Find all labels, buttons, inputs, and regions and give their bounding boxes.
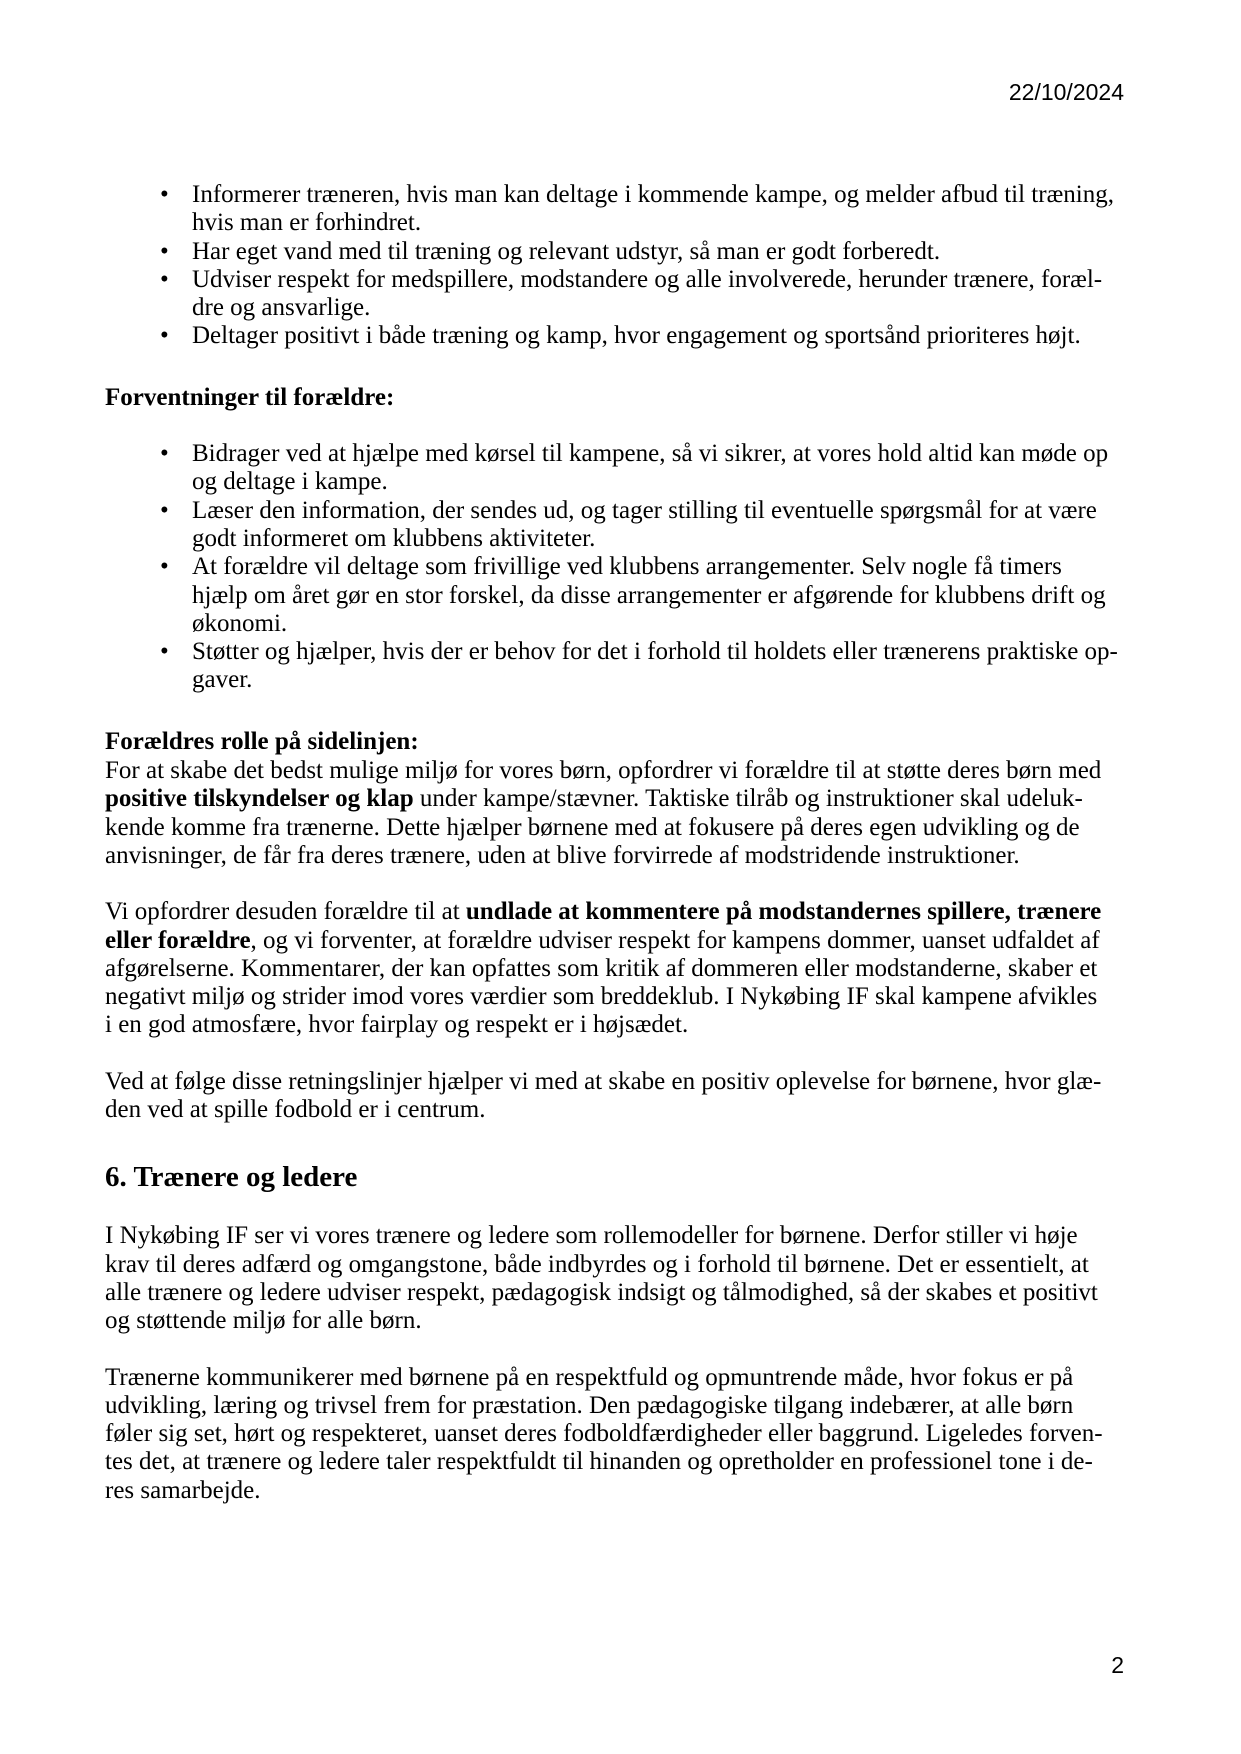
text-line: gaver. <box>192 666 253 694</box>
text-line: Støtter og hjælper, hvis der er behov for det i forhold til holdets eller trænerens praktiske op- <box>192 638 1118 666</box>
text-line: Deltager positivt i både træning og kamp, hvor engagement og sportsånd prioriteres højt. <box>192 322 1081 350</box>
bullet-icon: • <box>160 181 169 208</box>
list-item <box>105 638 1136 695</box>
text-line: krav til deres adfærd og omgangstone, både indbyrdes og i forhold til børnene. Det er essentielt, at <box>105 1250 1089 1278</box>
section-heading: 6. Trænere og ledere <box>105 1161 358 1194</box>
bullet-icon: • <box>160 638 169 666</box>
text-line: For at skabe det bedst mulige miljø for vores børn, opfordrer vi forældre til at støtte deres børn med <box>105 757 1102 785</box>
text-line: tes det, at trænere og ledere taler respektfuldt til hinanden og opretholder en professionel tone i de- <box>105 1448 1093 1476</box>
header-date: 22/10/2024 <box>1008 79 1124 105</box>
text-line: og støttende miljø for alle børn. <box>105 1307 422 1335</box>
text-line: Udviser respekt for medspillere, modstandere og alle involverede, herunder trænere, foræl- <box>192 265 1103 293</box>
text-line: Informerer træneren, hvis man kan deltage i kommende kampe, og melder afbud til træning, <box>192 181 1114 208</box>
text-line: anvisninger, de får fra deres trænere, uden at blive forvirrede af modstridende instruktioner. <box>105 841 1020 869</box>
text-line: hjælp om året gør en stor forskel, da disse arrangementer er afgørende for klubbens drift og <box>192 581 1106 609</box>
text-line: alle trænere og ledere udviser respekt, pædagogisk indsigt og tålmodighed, så der skabes et positivt <box>105 1278 1098 1306</box>
list-item <box>105 181 1136 238</box>
paragraph <box>105 1364 1136 1505</box>
text-line: kende komme fra trænerne. Dette hjælper børnene med at fokusere på deres egen udvikling og de <box>105 813 1080 841</box>
list-item <box>105 497 1136 554</box>
text-line: i en god atmosfære, hvor fairplay og respekt er i højsædet. <box>105 1011 689 1039</box>
text-line: Har eget vand med til træning og relevant udstyr, så man er godt forberedt. <box>192 237 941 265</box>
list-item <box>105 322 1136 350</box>
text-line: føler sig set, hørt og respekteret, uanset deres fodboldfærdigheder eller baggrund. Ligeledes forven- <box>105 1420 1103 1448</box>
paragraph <box>105 757 1136 870</box>
heading: Forældres rolle på sidelinjen: <box>105 727 419 755</box>
list-item <box>105 238 1136 266</box>
text-line: I Nykøbing IF ser vi vores trænere og ledere som rollemodeller for børnene. Derfor stiller vi høje <box>105 1222 1078 1250</box>
text-line: res samarbejde. <box>105 1476 261 1504</box>
text-line: godt informeret om klubbens aktiviteter. <box>192 524 596 552</box>
text-line: eller forældre, og vi forventer, at forældre udviser respekt for kampens dommer, uanset udfaldet af <box>105 926 1100 954</box>
text-line: positive tilskyndelser og klap under kampe/stævner. Taktiske tilråb og instruktioner skal udeluk- <box>105 785 1083 813</box>
text-line: hvis man er forhindret. <box>192 209 422 237</box>
heading: Forventninger til forældre: <box>105 383 395 411</box>
paragraph <box>105 1222 1136 1335</box>
bullet-icon: • <box>160 322 169 350</box>
list-item <box>105 553 1136 638</box>
text-line: og deltage i kampe. <box>192 468 388 496</box>
page-number: 2 <box>1111 1652 1124 1678</box>
bullet-icon: • <box>160 265 169 293</box>
bullet-list <box>105 440 1136 695</box>
list-item <box>105 266 1136 323</box>
text-line: udvikling, læring og trivsel frem for præstation. Den pædagogiske tilgang indebærer, at alle børn <box>105 1391 1074 1419</box>
text-line: dre og ansvarlige. <box>192 294 371 322</box>
text-line: afgørelserne. Kommentarer, der kan opfattes som kritik af dommeren eller modstanderne, skaber et <box>105 954 1098 982</box>
bullet-icon: • <box>160 496 169 524</box>
bullet-icon: • <box>160 553 169 581</box>
text-line: økonomi. <box>192 609 288 637</box>
text-line: Trænerne kommunikerer med børnene på en respektfuld og opmuntrende måde, hvor fokus er på <box>105 1363 1074 1391</box>
text-line: Ved at følge disse retningslinjer hjælper vi med at skabe en positiv oplevelse for børnene, hvor glæ- <box>105 1067 1102 1095</box>
bullet-icon: • <box>160 440 169 468</box>
text-line: Læser den information, der sendes ud, og tager stilling til eventuelle spørgsmål for at være <box>192 496 1097 524</box>
text-line: At forældre vil deltage som frivillige ved klubbens arrangementer. Selv nogle få timers <box>192 553 1062 581</box>
text-line: Bidrager ved at hjælpe med kørsel til kampene, så vi sikrer, at vores hold altid kan møde op <box>192 440 1109 468</box>
paragraph <box>105 898 1136 1039</box>
text-line: den ved at spille fodbold er i centrum. <box>105 1096 486 1124</box>
text-line: Vi opfordrer desuden forældre til at undlade at kommentere på modstandernes spillere, trænere <box>105 898 1102 926</box>
list-item <box>105 440 1136 497</box>
document-content <box>105 181 1136 1505</box>
paragraph <box>105 1068 1136 1125</box>
bullet-icon: • <box>160 237 169 265</box>
bullet-list <box>105 181 1136 351</box>
text-line: negativt miljø og strider imod vores værdier som breddeklub. I Nykøbing IF skal kampene afvikles <box>105 983 1098 1011</box>
